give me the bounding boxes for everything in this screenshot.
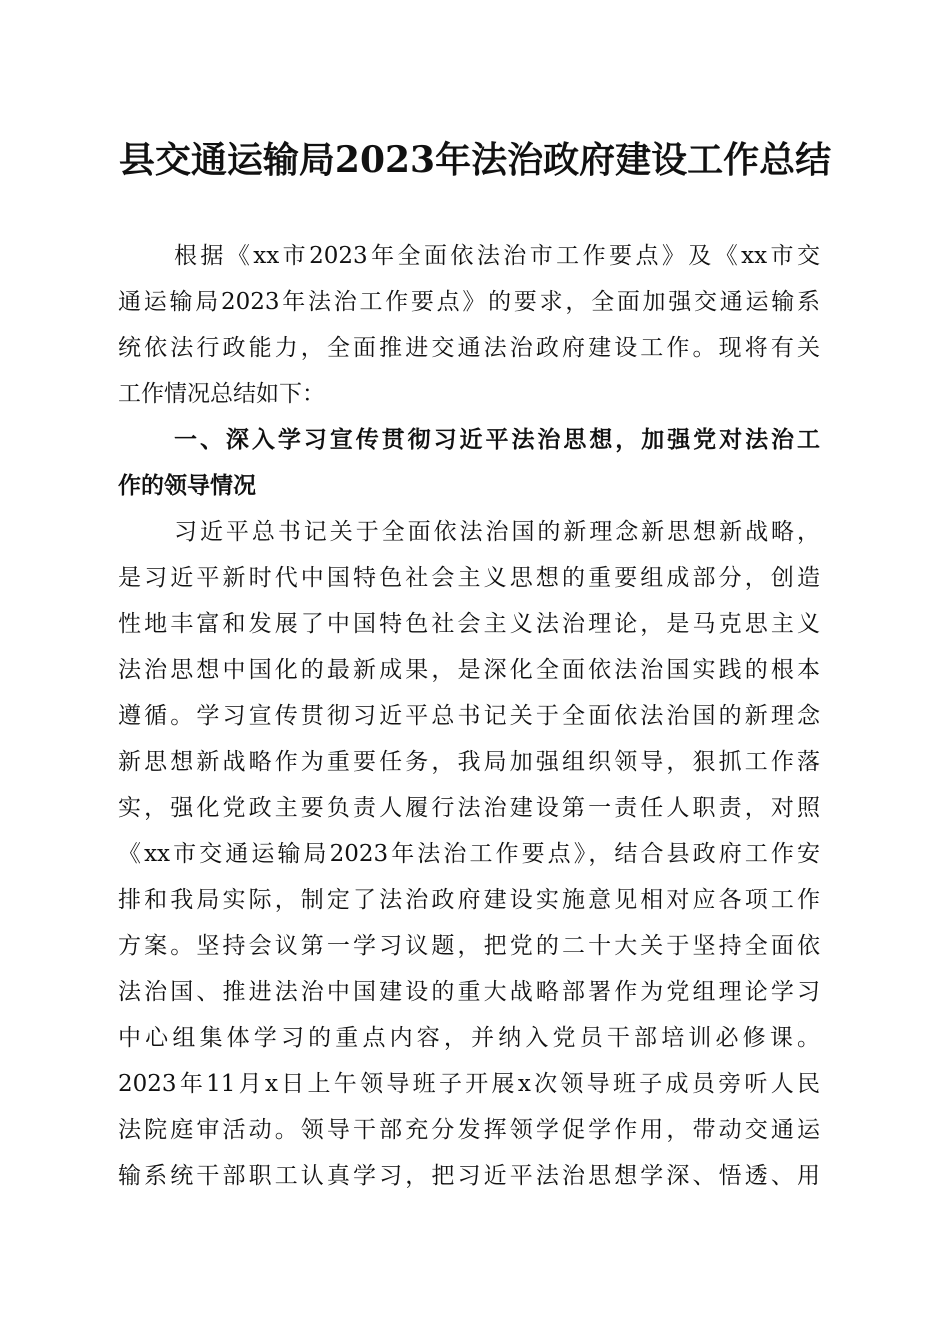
document-title: 县交通运输局2023年法治政府建设工作总结 [118,139,832,181]
section-heading-line: 一、深入学习宣传贯彻习近平法治思想，加强党对法治工 [174,427,820,453]
paragraph-line: 工作情况总结如下： [118,381,325,407]
paragraph-line: 法治思想中国化的最新成果，是深化全面依法治国实践的根本 [118,657,820,683]
paragraph-line: 通运输局2023年法治工作要点》的要求，全面加强交通运输系 [118,289,820,315]
section-heading-line: 作的领导情况 [118,473,256,499]
paragraph-line: 遵循。学习宣传贯彻习近平总书记关于全面依法治国的新理念 [118,703,820,729]
paragraph-line: 习近平总书记关于全面依法治国的新理念新思想新战略， [174,519,820,545]
paragraph-line: 中心组集体学习的重点内容，并纳入党员干部培训必修课。 [118,1025,820,1051]
paragraph-line: 法院庭审活动。领导干部充分发挥领学促学作用，带动交通运 [118,1117,820,1143]
paragraph-line: 2023年11月x日上午领导班子开展x次领导班子成员旁听人民 [118,1071,820,1097]
paragraph-line: 是习近平新时代中国特色社会主义思想的重要组成部分，创造 [118,565,820,591]
paragraph-line: 输系统干部职工认真学习，把习近平法治思想学深、悟透、用 [118,1163,820,1189]
paragraph-line: 新思想新战略作为重要任务，我局加强组织领导，狠抓工作落 [118,749,820,775]
paragraph-line: 性地丰富和发展了中国特色社会主义法治理论，是马克思主义 [118,611,820,637]
paragraph-line: 排和我局实际，制定了法治政府建设实施意见相对应各项工作 [118,887,820,913]
paragraph-line: 《xx市交通运输局2023年法治工作要点》，结合县政府工作安 [118,841,820,867]
paragraph-line: 实，强化党政主要负责人履行法治建设第一责任人职责，对照 [118,795,820,821]
paragraph-line: 统依法行政能力，全面推进交通法治政府建设工作。现将有关 [118,335,820,361]
paragraph-line: 方案。坚持会议第一学习议题，把党的二十大关于坚持全面依 [118,933,820,959]
paragraph-line: 根据《xx市2023年全面依法治市工作要点》及《xx市交 [174,243,820,269]
paragraph-line: 法治国、推进法治中国建设的重大战略部署作为党组理论学习 [118,979,820,1005]
